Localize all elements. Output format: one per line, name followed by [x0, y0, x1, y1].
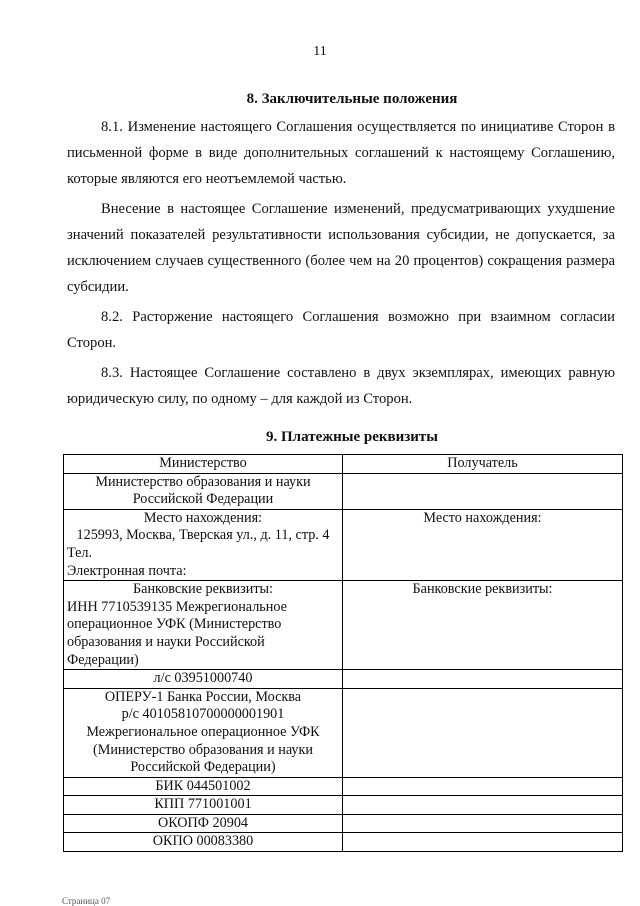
footer-note: Страница 07	[62, 896, 111, 906]
table-row	[64, 796, 623, 815]
table-row	[64, 688, 623, 777]
table-row	[64, 814, 623, 833]
location-label: Место нахождения:	[143, 509, 263, 526]
okopf: ОКОПФ 20904	[64, 814, 343, 833]
empty-cell	[343, 777, 623, 796]
table-row	[64, 670, 623, 689]
empty-cell	[343, 833, 623, 852]
recipient-location-label: Место нахождения:	[343, 509, 623, 580]
empty-cell	[343, 796, 623, 815]
phone-label: Тел.	[67, 544, 93, 561]
document-body	[67, 88, 615, 852]
section-9-heading: 9. Платежные реквизиты	[266, 429, 438, 445]
table-row	[64, 473, 623, 509]
page-number: 11	[313, 44, 327, 59]
email-label: Электронная почта:	[67, 562, 187, 579]
bank-name: ОПЕРУ-1 Банка России, Москва	[104, 688, 302, 705]
recipient-name-cell	[343, 473, 623, 509]
paragraph-8-1: 8.1. Изменение настоящего Соглашения осуществляется по инициативе Сторон в письменной форме в виде дополнительных соглашений к настоящему Соглашению, которые являются его неотъемлемой частью.	[67, 119, 615, 187]
ministry-name: Министерство образования и науки Российской Федерации	[64, 473, 343, 509]
ministry-bank-cell	[64, 581, 343, 670]
personal-account: л/с 03951000740	[64, 670, 343, 689]
table-row	[64, 581, 623, 670]
header-ministry: Министерство	[64, 455, 343, 474]
settlement-account: р/с 40105810700000001901	[121, 706, 285, 723]
empty-cell	[343, 670, 623, 689]
header-recipient: Получатель	[343, 455, 623, 474]
table-row	[64, 777, 623, 796]
empty-cell	[343, 814, 623, 833]
empty-cell	[343, 688, 623, 777]
ministry-address: 125993, Москва, Тверская ул., д. 11, стр. 4	[76, 527, 330, 544]
okpo: ОКПО 00083380	[64, 833, 343, 852]
paragraph-8-1-amendments: Внесение в настоящее Соглашение изменений, предусматривающих ухудшение значений показателей результативности использования субсидии, не допускается, за исключением случаев существенного (более чем на 20 процентов) сокращения размера субсидии.	[67, 201, 615, 295]
bank-label: Банковские реквизиты:	[133, 581, 273, 598]
ministry-location-cell	[64, 509, 343, 580]
table-row	[64, 455, 623, 474]
paragraph-8-2: 8.2. Расторжение настоящего Соглашения возможно при взаимном согласии Сторон.	[67, 309, 615, 351]
kpp: КПП 771001001	[64, 796, 343, 815]
table-row	[64, 833, 623, 852]
bank-recipient: Межрегиональное операционное УФК (Министерство образования и науки Российской Федерации)	[86, 723, 320, 776]
recipient-bank-label: Банковские реквизиты:	[343, 581, 623, 670]
bank-details-cell	[64, 688, 343, 777]
section-8-heading: 8. Заключительные положения	[246, 91, 458, 107]
table-row	[64, 509, 623, 580]
ministry-bank-details: ИНН 7710539135 Межрегиональное операционное УФК (Министерство образования и науки Российской Федерации)	[67, 598, 287, 668]
bik: БИК 044501002	[64, 777, 343, 796]
payment-details-table	[63, 454, 623, 852]
paragraph-8-3: 8.3. Настоящее Соглашение составлено в двух экземплярах, имеющих равную юридическую силу, по одному – для каждой из Сторон.	[67, 365, 615, 407]
